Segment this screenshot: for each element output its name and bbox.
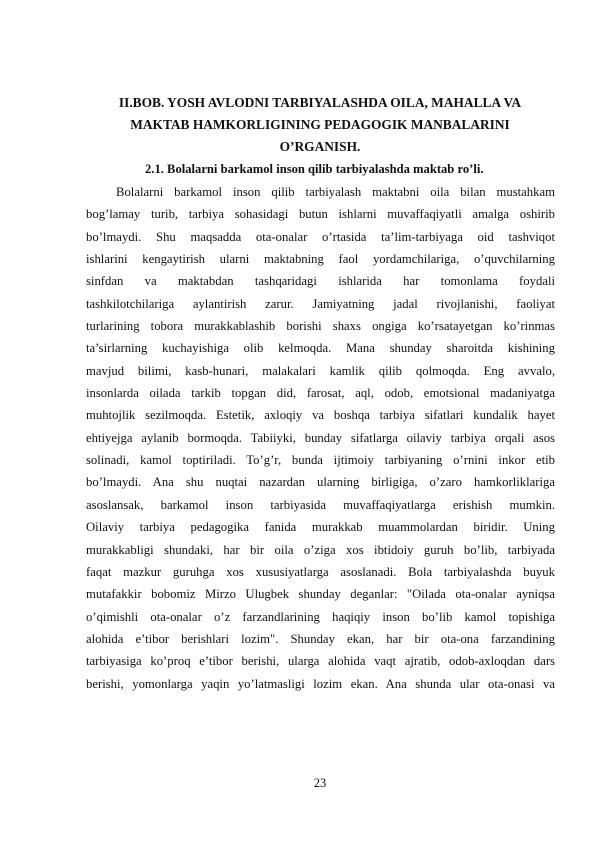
- body-line: ishlarini kengaytirish ularni maktabning faol yordamchilariga, o’quvchilarning: [86, 252, 555, 267]
- body-line: solinadi, kamol toptiriladi. To’g’r, bunda ijtimoiy tarbiyaning o’rnini inkor etib: [86, 453, 555, 468]
- body-line: tashkilotchilariga aylantirish zarur. Jamiyatning jadal rivojlanishi, faoliyat: [86, 296, 555, 311]
- body-line: bo’lmaydi. Shu maqsadda ota-onalar o’rtasida ta’lim-tarbiyaga oid tashviqot: [86, 229, 555, 244]
- body-line: bog’lamay turib, tarbiya sohasidagi butun ishlarni muvaffaqiyatli amalga oshirib: [86, 207, 555, 222]
- body-line: turlarining tobora murakkablashib borishi shaxs ongiga ko’rsatayetgan ko’rinmas: [86, 319, 555, 334]
- chapter-title-line-3: O’RGANISH.: [279, 139, 361, 154]
- body-paragraph: [86, 181, 555, 695]
- body-line: insonlarda oilada tarkib topgan did, farosat, aql, odob, emotsional madaniyatga: [86, 386, 555, 401]
- chapter-title-line-2: MAKTAB HAMKORLIGINING PEDAGOGIK MANBALARINI: [130, 117, 510, 132]
- body-line: ta’sirlarning kuchayishiga olib kelmoqda. Mana shunday sharoitda kishining: [86, 341, 555, 356]
- body-line: murakkabligi shundaki, har bir oila o’ziga xos ibtidoiy guruh bo’lib, tarbiyada: [86, 542, 555, 557]
- body-line: Oilaviy tarbiya pedagogika fanida murakkab muammolardan biridir. Uning: [86, 520, 555, 535]
- body-line: tarbiyasiga ko’proq e’tibor berishi, ularga alohida vaqt ajratib, odob-axloqdan dars: [86, 654, 555, 669]
- section-title: 2.1. Bolalarni barkamol inson qilib tarbiyalashda maktab ro’li.: [145, 162, 484, 176]
- body-line: asoslansak, barkamol inson tarbiyasida muvaffaqiyatlarga erishish mumkin.: [86, 497, 555, 512]
- body-line: Bolalarni barkamol inson qilib tarbiyalash maktabni oila bilan mustahkam: [116, 185, 555, 199]
- body-line: sinfdan va maktabdan tashqaridagi ishlarida har tomonlama foydali: [86, 274, 555, 289]
- page-number: 23: [313, 776, 327, 790]
- body-line: ehtiyejga aylanib bormoqda. Tabiiyki, bunday sifatlarga oilaviy tarbiya orqali asos: [86, 430, 555, 445]
- chapter-title-line-1: II.BOB. YOSH AVLODNI TARBIYALASHDA OILA, MAHALLA VA: [118, 95, 522, 110]
- body-line: alohida e’tibor berishlari lozim". Shunday ekan, har bir ota-ona farzandining: [86, 631, 555, 646]
- body-line: faqat mazkur guruhga xos xususiyatlarga asoslanadi. Bola tarbiyalashda buyuk: [86, 564, 555, 579]
- body-line: o’qimishli ota-onalar o’z farzandlarining haqiqiy inson bo’lib kamol topishiga: [86, 609, 555, 624]
- body-line: mavjud bilimi, kasb-hunari, malakalari kamlik qilib qolmoqda. Eng avvalo,: [86, 363, 555, 378]
- body-line: bo’lmaydi. Ana shu nuqtai nazardan ularning birligiga, o’zaro hamkorliklariga: [86, 475, 555, 490]
- body-line: mutafakkir bobomiz Mirzo Ulugbek shunday deganlar: "Oilada ota-onalar ayniqsa: [86, 587, 555, 602]
- body-line: berishi, yomonlarga yaqin yo’latmasligi lozim ekan. Ana shunda ular ota-onasi va: [86, 676, 555, 691]
- body-line: muhtojlik sezilmoqda. Estetik, axloqiy va boshqa tarbiya sifatlari kundalik hayet: [86, 408, 555, 423]
